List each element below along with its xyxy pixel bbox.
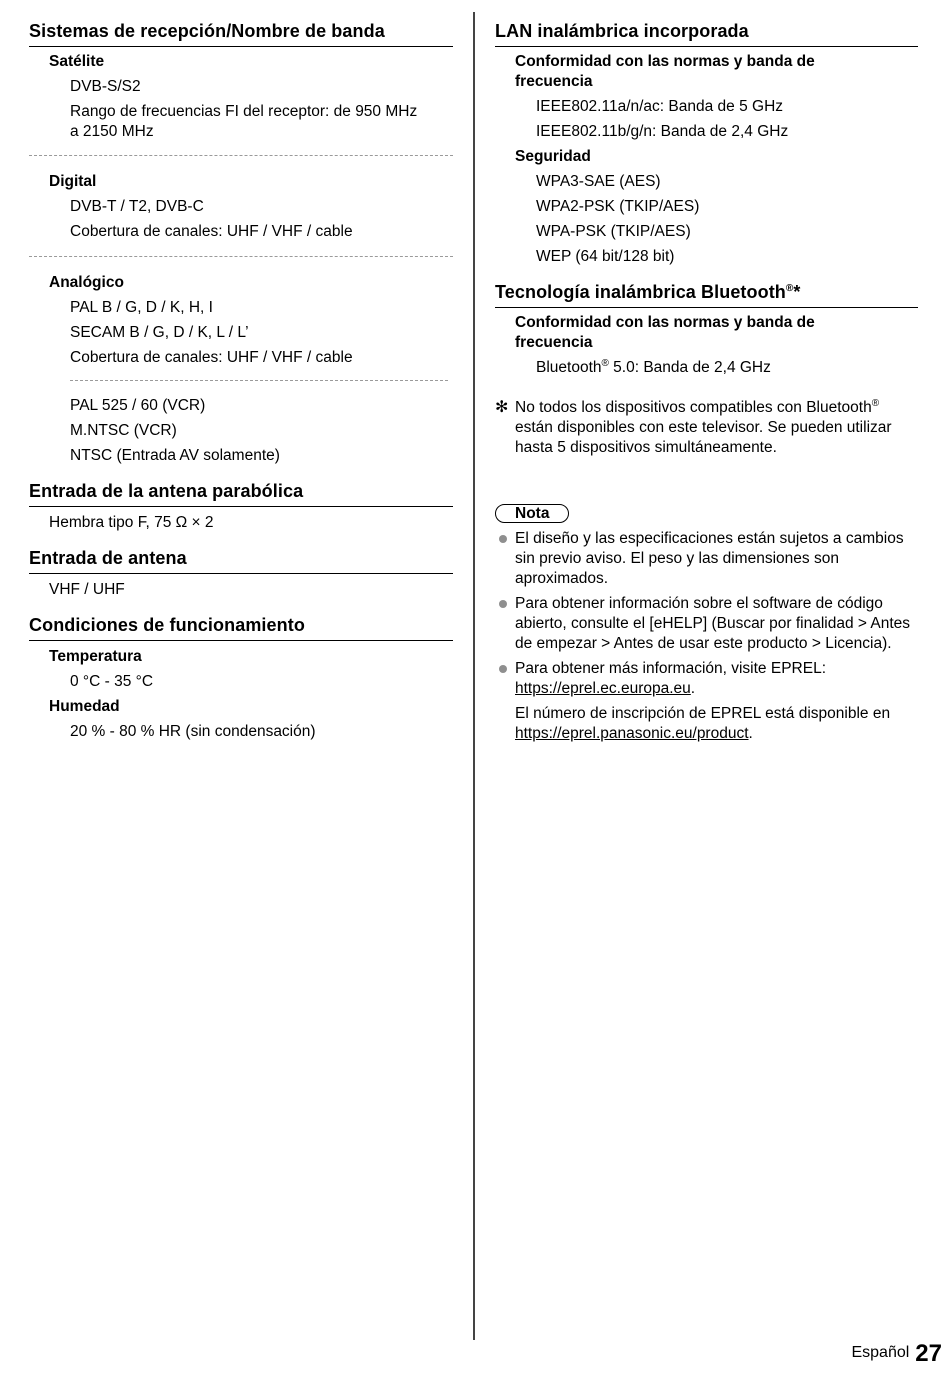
lan-security-wep: WEP (64 bit/128 bit) — [536, 248, 675, 265]
period: . — [748, 725, 753, 742]
lan-security-label: Seguridad — [515, 148, 591, 165]
period: . — [690, 680, 696, 697]
digital-channel-coverage: Cobertura de canales: UHF / VHF / cable — [70, 223, 353, 240]
page-number: 27 — [915, 1340, 942, 1367]
temperature-value: 0 °C - 35 °C — [70, 673, 154, 690]
bluetooth-heading-text: Tecnología inalámbrica Bluetooth — [495, 282, 786, 302]
note-badge: Nota — [495, 504, 569, 523]
lan-conformity-label: Conformidad con las normas y banda de frecuencia — [515, 53, 815, 90]
footnote-text-b: están disponibles con este televisor. Se pueden utilizar hasta 5 dispositivos simultáneamente. — [515, 419, 892, 456]
satellite-if-range-line2: a 2150 MHz — [70, 123, 154, 140]
note-text: Para obtener más información, visite EPREL: — [515, 660, 826, 677]
analog-pal-vcr: PAL 525 / 60 (VCR) — [70, 397, 206, 414]
note-item — [495, 659, 918, 699]
note-text: El diseño y las especificaciones están sujetos a cambios sin previo aviso. El peso y las dimensiones son aproximados. — [515, 530, 904, 587]
lan-security-wpa2: WPA2-PSK (TKIP/AES) — [536, 198, 700, 215]
note-text: Para obtener información sobre el software de código abierto, consulte el [eHELP] (Buscar por finalidad > Antes de empezar > Antes de usar este producto > Licencia). — [515, 595, 911, 652]
bluetooth-name: Bluetooth — [536, 359, 602, 376]
analog-ntsc-av: NTSC (Entrada AV solamente) — [70, 447, 280, 464]
dish-antenna-value: Hembra tipo F, 75 Ω × 2 — [49, 514, 214, 531]
bluetooth-conformity-label: Conformidad con las normas y banda de frecuencia — [515, 314, 815, 351]
note-item — [495, 594, 918, 654]
bluetooth-band: 5.0: Banda de 2,4 GHz — [608, 359, 771, 376]
lan-standard-5ghz: IEEE802.11a/n/ac: Banda de 5 GHz — [536, 98, 784, 115]
footer-language: Español — [851, 1344, 910, 1361]
note-text: El número de inscripción de EPREL está disponible en — [515, 705, 891, 722]
column-divider — [473, 12, 475, 1340]
analog-secam: SECAM B / G, D / K, L / L’ — [70, 324, 249, 341]
lan-security-wpa3: WPA3-SAE (AES) — [536, 173, 661, 190]
asterisk-icon: ✻ — [495, 399, 509, 416]
left-column — [29, 0, 453, 742]
bluetooth-version — [495, 358, 918, 378]
analog-label: Analógico — [49, 274, 124, 291]
eprel-link[interactable]: https://eprel.ec.europa.eu — [515, 680, 691, 697]
humidity-value: 20 % - 80 % HR (sin condensación) — [70, 723, 316, 740]
satellite-label: Satélite — [49, 53, 105, 70]
eprel-panasonic-link[interactable]: https://eprel.panasonic.eu/product — [515, 725, 749, 742]
note-continuation — [495, 704, 918, 744]
section-heading-reception-systems: Sistemas de recepción/Nombre de banda — [29, 20, 453, 47]
humidity-label: Humedad — [49, 698, 120, 715]
note-item — [495, 529, 918, 589]
right-column — [495, 0, 918, 744]
footnote-asterisk: * — [793, 282, 801, 302]
bullet-dot-icon — [499, 665, 507, 673]
section-heading-bluetooth — [495, 281, 918, 308]
page-footer — [851, 1340, 942, 1368]
antenna-input-value: VHF / UHF — [49, 581, 125, 598]
section-heading-dish-antenna: Entrada de la antena parabólica — [29, 480, 453, 507]
temperature-label: Temperatura — [49, 648, 142, 665]
registered-mark: ® — [601, 357, 609, 369]
section-heading-antenna-input: Entrada de antena — [29, 547, 453, 574]
section-heading-operating-conditions: Condiciones de funcionamiento — [29, 614, 453, 641]
bullet-dot-icon — [499, 600, 507, 608]
satellite-standard: DVB-S/S2 — [70, 78, 141, 95]
digital-standard: DVB-T / T2, DVB-C — [70, 198, 204, 215]
analog-channel-coverage: Cobertura de canales: UHF / VHF / cable — [70, 349, 353, 366]
satellite-if-range-line1: Rango de frecuencias FI del receptor: de 950 MHz — [70, 103, 418, 120]
bluetooth-footnote — [495, 398, 918, 458]
digital-label: Digital — [49, 173, 97, 190]
footnote-text-a: No todos los dispositivos compatibles con Bluetooth — [515, 399, 872, 416]
lan-standard-24ghz: IEEE802.11b/g/n: Banda de 2,4 GHz — [536, 123, 789, 140]
analog-mntsc-vcr: M.NTSC (VCR) — [70, 422, 177, 439]
registered-mark: ® — [785, 283, 794, 294]
bullet-dot-icon — [499, 535, 507, 543]
analog-pal: PAL B / G, D / K, H, I — [70, 299, 213, 316]
registered-mark: ® — [871, 397, 880, 409]
section-heading-wireless-lan: LAN inalámbrica incorporada — [495, 20, 918, 47]
lan-security-wpa: WPA-PSK (TKIP/AES) — [536, 223, 691, 240]
